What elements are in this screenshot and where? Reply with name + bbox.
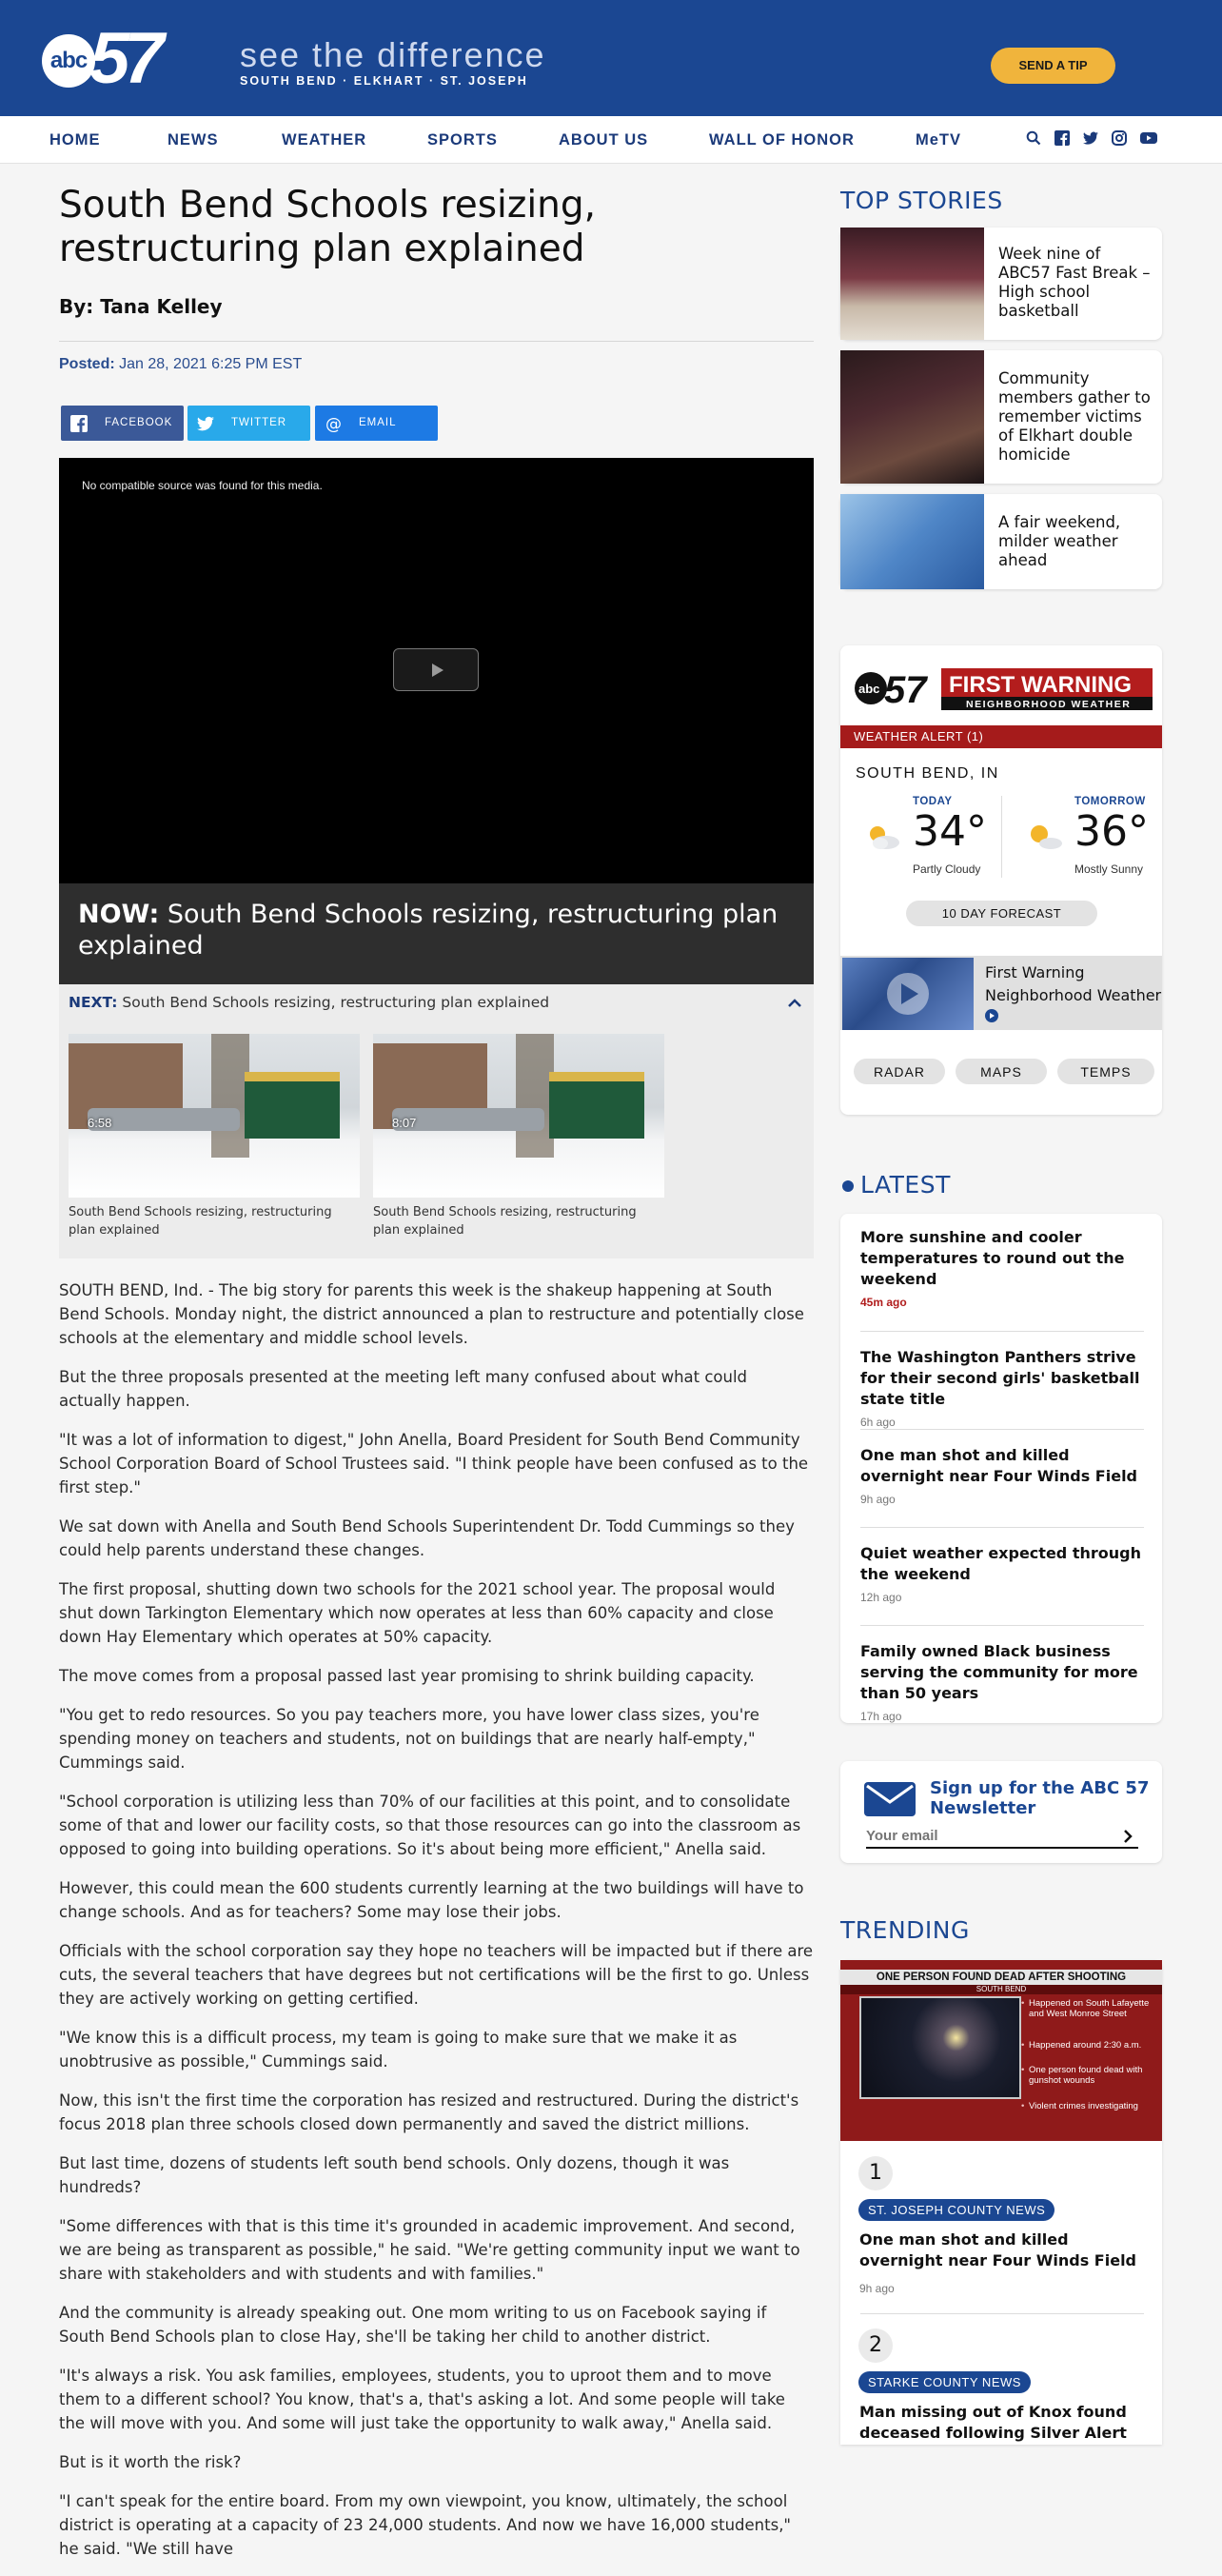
latest-title: Quiet weather expected through the weekend (860, 1544, 1141, 1583)
neighborhood-weather-text: NEIGHBORHOOD WEATHER (966, 699, 1132, 710)
facebook-icon (70, 415, 88, 432)
weather-alert-banner[interactable]: WEATHER ALERT (1) (840, 725, 1162, 748)
crime-scene-photo (859, 1996, 1021, 2099)
playlist-thumbnail[interactable] (69, 1034, 360, 1198)
video-duration: 6:58 (88, 1116, 112, 1130)
article-paragraph: "I can't speak for the entire board. From my own viewpoint, you know, ultimately, the school district is operating at a capacity of 23 24,000 students. And now we have 16,000 students," he said. "We still have (59, 2492, 792, 2558)
posted-date (59, 356, 302, 373)
next-title: South Bend Schools resizing, restructuring plan explained (122, 994, 550, 1011)
article-paragraph: "We know this is a difficult process, my team is going to make sure that we make it as unobtrusive as possible," Cummings said. (59, 2029, 738, 2071)
playlist-thumbnail[interactable] (373, 1034, 664, 1198)
article-paragraph: But is it worth the risk? (59, 2453, 242, 2471)
twitter-icon[interactable] (1083, 130, 1098, 146)
story-title: Week nine of ABC57 Fast Break – High school basketball (998, 245, 1151, 320)
weather-video-title: First Warning Neighborhood Weather (985, 963, 1162, 1004)
story-thumbnail (840, 494, 984, 589)
play-icon (429, 663, 444, 678)
play-circle-icon (985, 1009, 998, 1022)
article-headline: South Bend Schools resizing, restructuring plan explained (59, 184, 597, 270)
mostly-sunny-icon (1025, 822, 1063, 851)
posted-label: Posted: (59, 356, 115, 372)
article-paragraph: Officials with the school corporation say they hope no teachers will be impacted but if there are cuts, the several teachers that have degrees but not certifications will be the first to go. Unless they are actively working on getting certified. (59, 1942, 814, 2008)
nav-about-us[interactable]: ABOUT US (559, 131, 649, 149)
latest-time: 12h ago (860, 1591, 902, 1604)
ten-day-forecast-button[interactable]: 10 DAY FORECAST (906, 901, 1097, 926)
divider (860, 1527, 1144, 1528)
now-title: South Bend Schools resizing, restructuring plan explained (78, 900, 779, 961)
share-facebook-label: FACEBOOK (105, 417, 173, 428)
svg-text:abc: abc (858, 682, 880, 696)
nav-weather[interactable]: WEATHER (282, 131, 367, 149)
youtube-icon[interactable] (1140, 130, 1155, 146)
latest-item[interactable] (860, 1347, 1144, 1429)
today-label: TODAY (913, 796, 953, 807)
latest-time: 6h ago (860, 1416, 896, 1429)
thumbnail-school-sign (245, 1072, 340, 1139)
article-paragraph: "School corporation is utilizing less than 70% of our facilities at this point, and to consolidate some of that and lower our facility costs, so that those resources can go into the classroom as opposed to going into building operations. So it's about being more efficient," Anella said. (59, 1793, 801, 1858)
trending-image-banner: ONE PERSON FOUND DEAD AFTER SHOOTING (840, 1970, 1162, 1985)
nav-metv[interactable]: MeTV (916, 131, 962, 149)
playlist-caption[interactable]: South Bend Schools resizing, restructuring plan explained (373, 1205, 637, 1238)
today-temperature: 34° (913, 807, 987, 856)
article-paragraph: We sat down with Anella and South Bend Schools Superintendent Dr. Todd Cummings so they could help parents understand these changes. (59, 1517, 795, 1559)
facebook-icon[interactable] (1054, 130, 1070, 146)
trending-title[interactable]: One man shot and killed overnight near Four Winds Field (859, 2230, 1136, 2269)
player-error-message: No compatible source was found for this media. (82, 479, 323, 492)
trending-image-bullet: • Happened around 2:30 a.m. (1029, 2040, 1153, 2051)
article-paragraph: "It was a lot of information to digest," John Anella, Board President for South Bend Community School Corporation Board of School Trustees said. "I think people have been confused as to the first step." (59, 1431, 809, 1496)
tagline-text: see the difference (240, 35, 546, 74)
article-paragraph: Now, this isn't the first time the corporation has resized and restructured. During the district's focus 2018 plan three schools closed down permanently and saved the district millions. (59, 2091, 799, 2133)
radar-button[interactable]: RADAR (854, 1059, 945, 1084)
article-paragraph: "It's always a risk. You ask families, employees, students, you to uproot them and to move them to a different school? You know, that's a, that's asking a lot. And some people will take the will move with you. And some will just take the opportunity to walk away," Anella said. (59, 2367, 785, 2432)
latest-list (840, 1214, 1162, 1723)
share-email-button[interactable] (315, 406, 438, 441)
category-badge[interactable]: STARKE COUNTY NEWS (858, 2371, 1031, 2393)
nav-home[interactable]: HOME (49, 131, 101, 149)
article-paragraph: "You get to redo resources. So you pay teachers more, you have lower class sizes, you're spending money on teachers and students, not on buildings that are nearly half-empty," Cummings said. (59, 1706, 759, 1772)
tagline (240, 35, 546, 88)
posted-timestamp: Jan 28, 2021 6:25 PM EST (119, 356, 303, 372)
divider (860, 2313, 1144, 2314)
share-email-label: EMAIL (359, 417, 397, 428)
latest-title: Family owned Black business serving the community for more than 50 years (860, 1642, 1138, 1702)
article-paragraph: But last time, dozens of students left south bend schools. Only dozens, though it was hundreds? (59, 2154, 730, 2196)
trending-image-bullet: • Happened on South Lafayette and West Monroe Street (1029, 1998, 1153, 2019)
byline: By: Tana Kelley (59, 295, 223, 318)
article-paragraph: And the community is already speaking out. One mom writing to us on Facebook saying if South Bend Schools plan to close Hay, she'll be taking her child to another district. (59, 2304, 767, 2346)
thumbnail-school-sign (549, 1072, 644, 1139)
chevron-up-icon[interactable] (787, 998, 802, 1009)
article-paragraph: However, this could mean the 600 students currently learning at the two buildings will have to change schools. And as for teachers? Some may lose their jobs. (59, 1879, 804, 1921)
video-duration: 8:07 (392, 1116, 417, 1130)
at-sign-icon (325, 415, 342, 432)
thumbnail-tree (516, 1034, 554, 1158)
nav-news[interactable]: NEWS (168, 131, 219, 149)
article-paragraph: SOUTH BEND, Ind. - The big story for parents this week is the shakeup happening at South Bend Schools. Monday night, the district announced a plan to restructure and potentially close schools at the elementary and middle school levels. (59, 1281, 804, 1347)
story-thumbnail (840, 228, 984, 340)
forecast-divider (1001, 796, 1002, 878)
latest-time: 17h ago (860, 1710, 902, 1723)
share-facebook-button[interactable] (61, 406, 184, 441)
latest-heading: LATEST (860, 1171, 951, 1199)
search-icon[interactable] (1026, 130, 1041, 146)
first-warning-logo (854, 666, 1153, 710)
send-a-tip-button[interactable]: SEND A TIP (991, 48, 1115, 84)
next-label: NEXT: (69, 994, 118, 1011)
story-title: Community members gather to remember victims of Elkhart double homicide (998, 369, 1151, 464)
video-player[interactable] (59, 458, 814, 883)
first-warning-text: FIRST WARNING (949, 672, 1132, 698)
trending-title[interactable]: Man missing out of Knox found deceased following Silver Alert (859, 2403, 1127, 2442)
thumbnail-tree (211, 1034, 249, 1158)
bullet-dot-icon (842, 1180, 854, 1192)
top-story-card[interactable] (840, 228, 1162, 340)
trending-image-bullet: • Violent crimes investigating (1029, 2101, 1153, 2111)
trending-image[interactable] (840, 1960, 1162, 2141)
latest-item[interactable] (860, 1227, 1144, 1309)
top-stories-heading: TOP STORIES (840, 187, 1003, 214)
site-header (0, 0, 1222, 116)
logo-number: 57 (89, 18, 159, 99)
now-playing-bar (59, 883, 814, 984)
temps-button[interactable]: TEMPS (1057, 1059, 1154, 1084)
playlist-caption[interactable]: South Bend Schools resizing, restructuring plan explained (69, 1205, 332, 1238)
story-thumbnail (840, 350, 984, 484)
article-paragraph: "Some differences with that is this time it's grounded in academic improvement. And second, we are being as transparent as possible," he said. "We're getting community input we want to share with stakeholders and with students and with families." (59, 2217, 800, 2283)
trending-list (840, 1960, 1162, 2445)
play-icon (842, 958, 974, 1030)
trending-image-bullet: • One person found dead with gunshot wounds (1029, 2065, 1153, 2086)
nav-wall-of-honor[interactable]: WALL OF HONOR (709, 131, 855, 149)
category-badge[interactable]: ST. JOSEPH COUNTY NEWS (858, 2199, 1054, 2221)
trending-heading: TRENDING (840, 1916, 970, 1944)
latest-title: The Washington Panthers strive for their second girls' basketball state title (860, 1348, 1140, 1408)
partly-cloudy-icon (863, 822, 901, 851)
newsletter-title: Sign up for the ABC 57 Newsletter (930, 1778, 1150, 1818)
play-button[interactable] (393, 648, 479, 691)
trending-rank: 2 (858, 2328, 893, 2363)
top-story-card[interactable] (840, 494, 1162, 589)
latest-time: 9h ago (860, 1493, 896, 1506)
latest-time: 45m ago (860, 1296, 907, 1309)
share-twitter-label: TWITTER (231, 417, 287, 428)
nav-sports[interactable]: SPORTS (427, 131, 498, 149)
svg-text:@: @ (325, 414, 343, 434)
story-title: A fair weekend, milder weather ahead (998, 513, 1121, 569)
main-nav (0, 116, 1222, 164)
next-up (69, 994, 549, 1011)
weather-location: SOUTH BEND, IN (856, 765, 999, 782)
latest-item[interactable] (860, 1641, 1144, 1723)
tomorrow-condition: Mostly Sunny (1074, 862, 1144, 876)
article-paragraph: But the three proposals presented at the meeting left many confused about what could actually happen. (59, 1368, 748, 1410)
email-input[interactable] (866, 1824, 1138, 1849)
article-paragraph: The first proposal, shutting down two schools for the 2021 school year. The proposal would shut down Tarkington Elementary which now operates at less than 60% capacity and close down Hay Elementary which operates at 50% capacity. (59, 1580, 776, 1646)
weather-video[interactable] (840, 956, 1162, 1030)
latest-item[interactable] (860, 1543, 1144, 1604)
instagram-icon[interactable] (1112, 130, 1127, 146)
article-body (59, 1278, 814, 2576)
share-twitter-button[interactable] (187, 406, 310, 441)
newsletter-signup (840, 1761, 1162, 1863)
twitter-icon (197, 415, 214, 432)
top-story-card[interactable] (840, 350, 1162, 484)
weather-video-thumbnail (842, 958, 974, 1030)
latest-title: One man shot and killed overnight near Four Winds Field (860, 1446, 1137, 1485)
envelope-icon (863, 1780, 916, 1818)
today-condition: Partly Cloudy (913, 862, 981, 876)
abc57-logo[interactable] (42, 18, 181, 99)
tagline-cities: SOUTH BEND · ELKHART · ST. JOSEPH (240, 74, 528, 88)
tomorrow-label: TOMORROW (1074, 796, 1146, 807)
playlist-panel (59, 984, 814, 1258)
latest-title: More sunshine and cooler temperatures to round out the weekend (860, 1228, 1125, 1288)
divider (860, 1429, 1144, 1430)
today-forecast (850, 796, 1002, 891)
maps-button[interactable]: MAPS (956, 1059, 1047, 1084)
trending-image-location: SOUTH BEND (840, 1985, 1162, 1994)
svg-text:57: 57 (884, 669, 927, 711)
divider (860, 1625, 1144, 1626)
weather-widget (840, 645, 1162, 1115)
trending-rank: 1 (858, 2156, 893, 2190)
divider (59, 341, 814, 342)
trending-time: 9h ago (859, 2282, 895, 2295)
abc-logo-mark: abc (42, 34, 95, 88)
now-label: NOW: (78, 900, 160, 929)
divider (860, 1331, 1144, 1332)
latest-item[interactable] (860, 1445, 1144, 1506)
chevron-right-icon[interactable] (1122, 1830, 1133, 1843)
article-paragraph: The move comes from a proposal passed last year promising to shrink building capacity. (59, 1667, 755, 1685)
tomorrow-forecast (1012, 796, 1164, 891)
tomorrow-temperature: 36° (1074, 807, 1149, 856)
